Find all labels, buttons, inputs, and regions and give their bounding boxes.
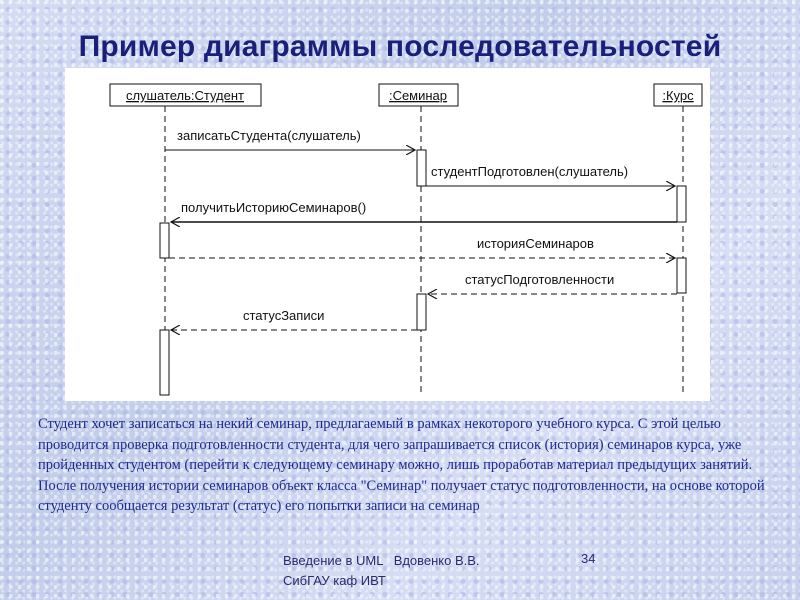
footer-institution: СибГАУ каф ИВТ — [283, 573, 386, 588]
sequence-diagram — [65, 68, 710, 401]
lifeline-label-student: слушатель:Студент — [125, 88, 245, 103]
sequence-diagram-svg — [65, 68, 710, 401]
message-label-1: записатьСтудента(слушатель) — [177, 128, 361, 143]
activation-seminar-2 — [417, 294, 426, 330]
activation-course-2 — [677, 258, 686, 293]
slide-number: 34 — [581, 551, 596, 566]
message-label-6: статусЗаписи — [243, 308, 325, 323]
lifeline-label-seminar: :Семинар — [388, 88, 448, 103]
footer-course-author: Введение в UML Вдовенко В.В. — [283, 553, 480, 568]
activation-seminar-1 — [417, 150, 426, 186]
activation-course-1 — [677, 186, 686, 222]
message-label-5: статусПодготовленности — [465, 272, 615, 287]
slide-description: Студент хочет записаться на некий семинар, предлагаемый в рамках некоторого учебного курса. С этой целью проводится проверка подготовленности студента, для чего запрашивается список (история) семинаров курса, уже пройденных студентом (перейти к следующему семинару можно, лишь проработав материал предыдущих занятий. После получения истории семинаров объект класса "Семинар" получает статус подготовленности, на основе которой студенту сообщается результат (статус) его попытки записи на семинар — [38, 416, 765, 514]
message-label-3: получитьИсториюСеминаров() — [181, 200, 367, 215]
message-label-2: студентПодготовлен(слушатель) — [431, 164, 629, 179]
slide-title: Пример диаграммы последовательностей — [78, 30, 722, 63]
message-label-4: историяСеминаров — [477, 236, 594, 251]
activation-student-1 — [160, 223, 169, 258]
lifeline-label-course: :Курс — [662, 88, 694, 103]
activation-student-2 — [160, 330, 169, 395]
slide-footer — [283, 551, 543, 591]
